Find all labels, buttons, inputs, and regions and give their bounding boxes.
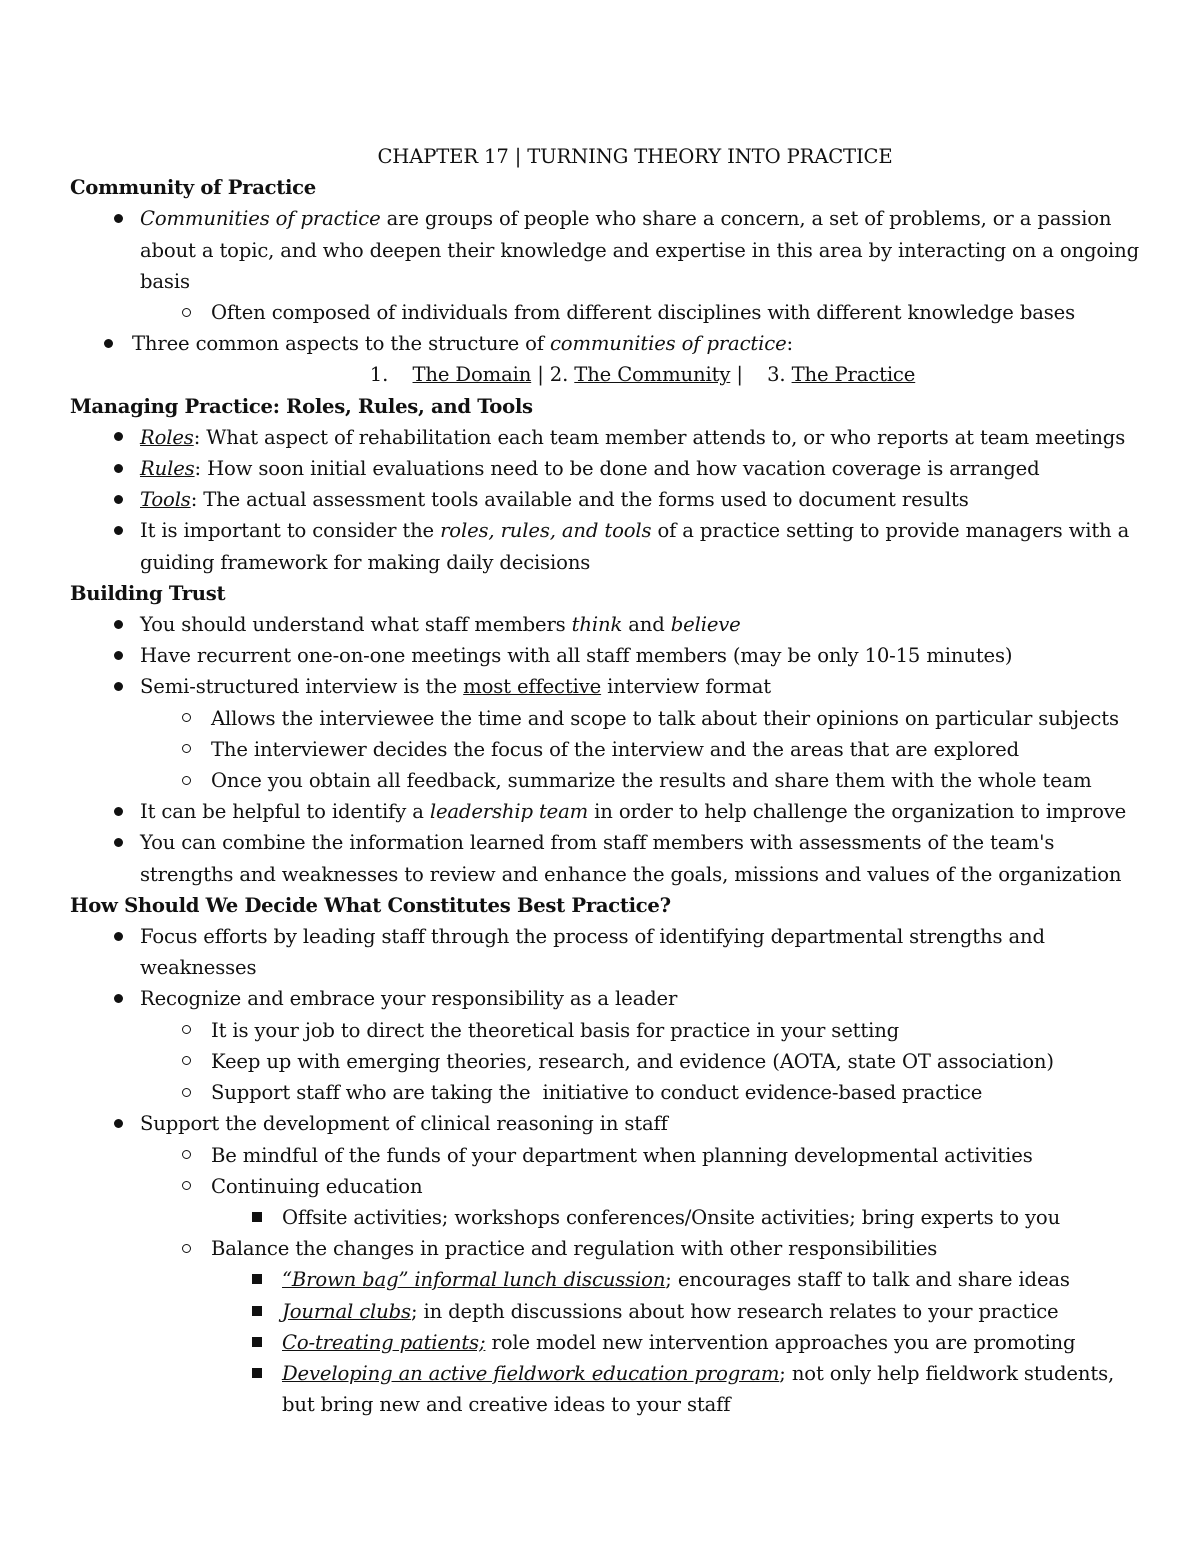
hollow-bullet-icon: [176, 734, 196, 765]
term-communities-of-practice: Communities of practice: [140, 207, 381, 231]
hollow-bullet-icon: [176, 1015, 196, 1046]
hollow-bullet-icon: [176, 1046, 196, 1077]
hollow-bullet-icon: [176, 297, 196, 328]
list-item: It is important to consider the roles, rules, and tools of a practice setting to provide managers with a guiding framework for making daily decisions: [70, 515, 1140, 577]
sub-list-item: Support staff who are taking the initiative to conduct evidence-based practice: [70, 1077, 1140, 1108]
hollow-bullet-icon: [176, 1077, 196, 1108]
sub-list-item: Once you obtain all feedback, summarize the results and share them with the whole team: [70, 765, 1140, 796]
hollow-bullet-icon: [176, 1233, 196, 1264]
heading-community-of-practice: Community of Practice: [70, 176, 316, 200]
hollow-bullet-icon: [176, 765, 196, 796]
bullet-icon: [98, 328, 118, 359]
square-bullet-icon: [247, 1358, 267, 1389]
list-item: Roles: What aspect of rehabilitation each team member attends to, or who reports at team meetings: [70, 422, 1140, 453]
bullet-icon: [108, 484, 128, 515]
list-item: Have recurrent one-on-one meetings with all staff members (may be only 10-15 minutes): [70, 640, 1140, 671]
list-item: Semi-structured interview is the most effective interview format: [70, 671, 1140, 702]
heading-best-practice: How Should We Decide What Constitutes Best Practice?: [70, 893, 671, 917]
document-body: [70, 141, 1140, 1420]
bullet-icon: [108, 1108, 128, 1139]
hollow-bullet-icon: [176, 703, 196, 734]
list-item: Recognize and embrace your responsibility as a leader: [70, 983, 1140, 1014]
sub-list-item: Balance the changes in practice and regulation with other responsibilities: [70, 1233, 1140, 1264]
document-title: CHAPTER 17 | TURNING THEORY INTO PRACTICE: [377, 145, 893, 168]
square-bullet-icon: [247, 1264, 267, 1295]
aspect-domain: The Domain: [412, 363, 532, 387]
sub-list-item: Be mindful of the funds of your department when planning developmental activities: [70, 1140, 1140, 1171]
sub-list-item: Keep up with emerging theories, research, and evidence (AOTA, state OT association): [70, 1046, 1140, 1077]
three-aspects-line: 1. The Domain | 2. The Community | 3. The Practice: [369, 363, 916, 387]
hollow-bullet-icon: [176, 1171, 196, 1202]
sub-list-item: Continuing education: [70, 1171, 1140, 1202]
bullet-icon: [108, 827, 128, 858]
sub-sub-list-item: Offsite activities; workshops conferences/Onsite activities; bring experts to you: [70, 1202, 1140, 1233]
list-item: Tools: The actual assessment tools available and the forms used to document results: [70, 484, 1140, 515]
square-bullet-icon: [247, 1202, 267, 1233]
sub-sub-list-item: Co-treating patients; role model new intervention approaches you are promoting: [70, 1327, 1140, 1358]
list-item: You should understand what staff members think and believe: [70, 609, 1140, 640]
sub-list-item: Allows the interviewee the time and scope to talk about their opinions on particular subjects: [70, 703, 1140, 734]
bullet-icon: [108, 203, 128, 234]
bullet-icon: [108, 422, 128, 453]
square-bullet-icon: [247, 1327, 267, 1358]
list-item: Support the development of clinical reasoning in staff: [70, 1108, 1140, 1139]
aspect-community: The Community: [574, 363, 731, 387]
list-item: It can be helpful to identify a leadership team in order to help challenge the organization to improve: [70, 796, 1140, 827]
aspect-practice: The Practice: [791, 363, 916, 387]
bullet-icon: [108, 453, 128, 484]
hollow-bullet-icon: [176, 1140, 196, 1171]
sub-sub-list-item: Journal clubs; in depth discussions about how research relates to your practice: [70, 1296, 1140, 1327]
square-bullet-icon: [247, 1296, 267, 1327]
bullet-icon: [108, 671, 128, 702]
list-item: Rules: How soon initial evaluations need to be done and how vacation coverage is arranged: [70, 453, 1140, 484]
heading-managing-practice: Managing Practice: Roles, Rules, and Tools: [70, 394, 533, 418]
list-item: You can combine the information learned from staff members with assessments of the team's strengths and weaknesses to review and enhance the goals, missions and values of the organization: [70, 827, 1140, 889]
sub-list-item: The interviewer decides the focus of the interview and the areas that are explored: [70, 734, 1140, 765]
sub-sub-list-item: “Brown bag” informal lunch discussion; encourages staff to talk and share ideas: [70, 1264, 1140, 1295]
list-item: Communities of practice are groups of people who share a concern, a set of problems, or a passion about a topic, and who deepen their knowledge and expertise in this area by interacting on a ongoing basis: [70, 203, 1140, 297]
bullet-icon: [108, 515, 128, 546]
heading-building-trust: Building Trust: [70, 581, 226, 605]
bullet-icon: [108, 921, 128, 952]
sub-list-item: Often composed of individuals from different disciplines with different knowledge bases: [70, 297, 1140, 328]
bullet-icon: [108, 983, 128, 1014]
list-item: Focus efforts by leading staff through the process of identifying departmental strengths and weaknesses: [70, 921, 1140, 983]
bullet-icon: [108, 609, 128, 640]
list-item: Three common aspects to the structure of communities of practice:: [70, 328, 1140, 359]
bullet-icon: [108, 640, 128, 671]
sub-sub-list-item: Developing an active fieldwork education program; not only help fieldwork students, but bring new and creative ideas to your staff: [70, 1358, 1140, 1420]
bullet-icon: [108, 796, 128, 827]
sub-list-item: It is your job to direct the theoretical basis for practice in your setting: [70, 1015, 1140, 1046]
